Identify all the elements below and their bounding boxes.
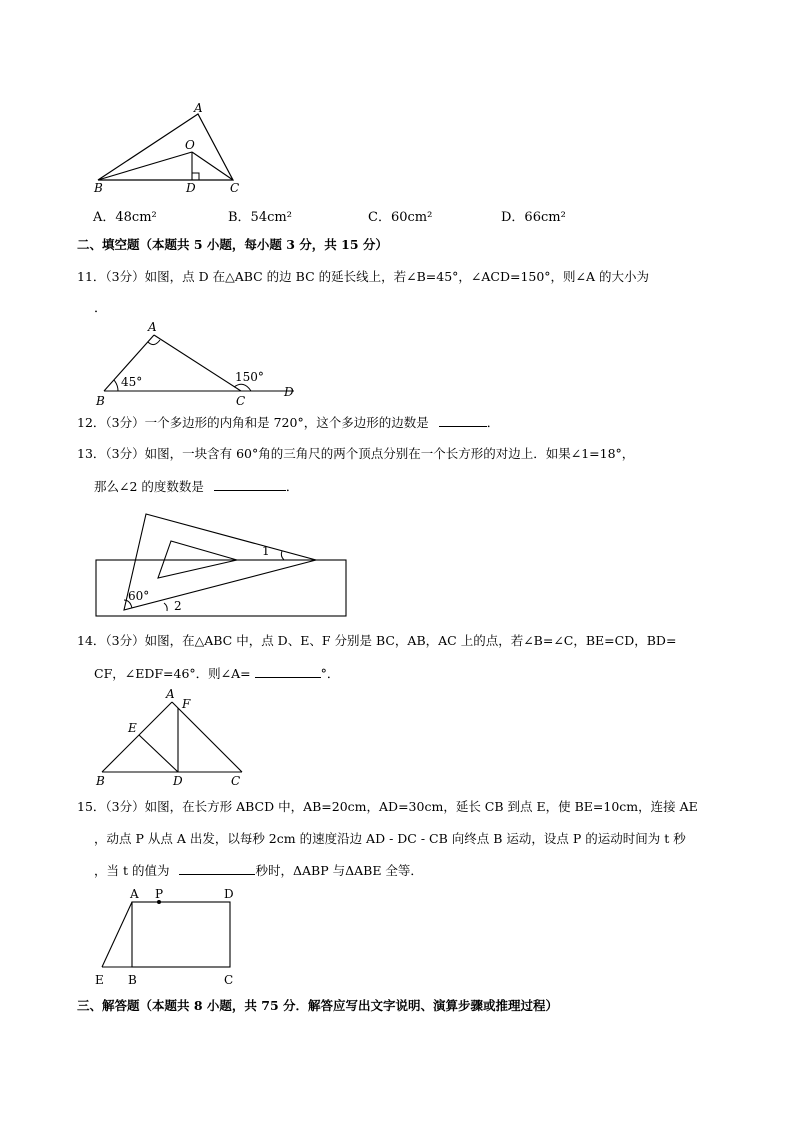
section-3-heading: 三、解答题（本题共 8 小题，共 75 分．解答应写出文字说明、演算步骤或推理过程） — [77, 998, 559, 1013]
q11-label-A: A — [148, 320, 157, 334]
q15-figure — [92, 884, 242, 990]
q14-label-F: F — [182, 697, 191, 711]
q12-answer-blank[interactable] — [439, 413, 487, 427]
q13-angle-1: 1 — [262, 544, 270, 558]
q14-answer-blank[interactable] — [255, 664, 321, 678]
q14-line-1: 14．（3分）如图，在△ABC 中，点 D、E、F 分别是 BC，AB，AC 上的点，若∠B=∠C，BE=CD，BD= — [77, 633, 677, 648]
q10-figure — [90, 100, 250, 195]
q11-figure — [94, 320, 304, 410]
q15-label-P: P — [155, 887, 164, 901]
q10-label-A: A — [194, 101, 203, 115]
q10-label-B: B — [94, 181, 103, 195]
q15-label-E: E — [95, 973, 104, 987]
q15-line-1: 15．（3分）如图，在长方形 ABCD 中，AB=20cm，AD=30cm，延长 CB 到点 E，使 BE=10cm，连接 AE — [77, 799, 698, 814]
q11-label-B: B — [96, 394, 105, 408]
q15-label-C: C — [224, 973, 234, 987]
q14-end: °． — [320, 666, 340, 681]
q11-angle-c: 150° — [235, 370, 264, 384]
q12-end: ． — [486, 415, 500, 430]
q11-line-2: ． — [94, 301, 108, 316]
q10-label-C: C — [230, 181, 240, 195]
q11-line-1: 11．（3分）如图，点 D 在△ABC 的边 BC 的延长线上，若∠B=45°，∠ACD=150°，则∠A 的大小为 — [77, 269, 650, 284]
q13-end: ． — [285, 479, 299, 494]
section-2-heading: 二、填空题（本题共 5 小题，每小题 3 分，共 15 分） — [77, 237, 388, 252]
q15-prompt: ，当 t 的值为 — [94, 863, 170, 878]
q15-label-D: D — [224, 887, 234, 901]
q13-line-1: 13．（3分）如图，一块含有 60°角的三角尺的两个顶点分别在一个长方形的对边上．如果∠1=18°， — [77, 446, 635, 461]
q15-prompt-end: 秒时，ΔABP 与ΔABE 全等． — [255, 863, 423, 878]
q10-label-D: D — [186, 181, 196, 195]
q11-label-D: D — [284, 385, 294, 399]
q10-option-b: B．54cm² — [228, 210, 292, 225]
q15-label-B: B — [128, 973, 137, 987]
q15-answer-blank[interactable] — [179, 861, 255, 875]
q12-text — [77, 413, 499, 432]
q14-label-C: C — [231, 774, 241, 788]
q14-prompt: CF，∠EDF=46°．则∠A= — [94, 666, 251, 681]
q10-option-a: A．48cm² — [93, 210, 157, 225]
q11-label-C: C — [236, 394, 246, 408]
q10-option-d: D．66cm² — [501, 210, 566, 225]
q15-label-A: A — [130, 887, 139, 901]
q14-label-A: A — [166, 687, 175, 701]
q15-line-3 — [94, 861, 423, 880]
q15-line-2: ，动点 P 从点 A 出发，以每秒 2cm 的速度沿边 AD - DC - CB 向终点 B 运动，设点 P 的运动时间为 t 秒 — [94, 831, 686, 846]
q14-line-2 — [94, 664, 339, 683]
q13-angle-2: 2 — [174, 599, 182, 613]
q14-label-B: B — [96, 774, 105, 788]
q11-angle-b: 45° — [121, 375, 143, 389]
q10-label-O: O — [185, 138, 195, 152]
q14-figure — [94, 688, 254, 788]
q13-prompt: 那么∠2 的度数数是 — [94, 479, 204, 494]
q13-answer-blank[interactable] — [214, 477, 286, 491]
q14-label-D: D — [173, 774, 183, 788]
q12-prompt: 12．（3分）一个多边形的内角和是 720°，这个多边形的边数是 — [77, 415, 429, 430]
q13-line-2 — [94, 477, 298, 496]
q13-angle-60: 60° — [128, 589, 150, 603]
q10-option-c: C．60cm² — [368, 210, 433, 225]
q13-figure — [94, 508, 354, 618]
q14-label-E: E — [128, 721, 137, 735]
